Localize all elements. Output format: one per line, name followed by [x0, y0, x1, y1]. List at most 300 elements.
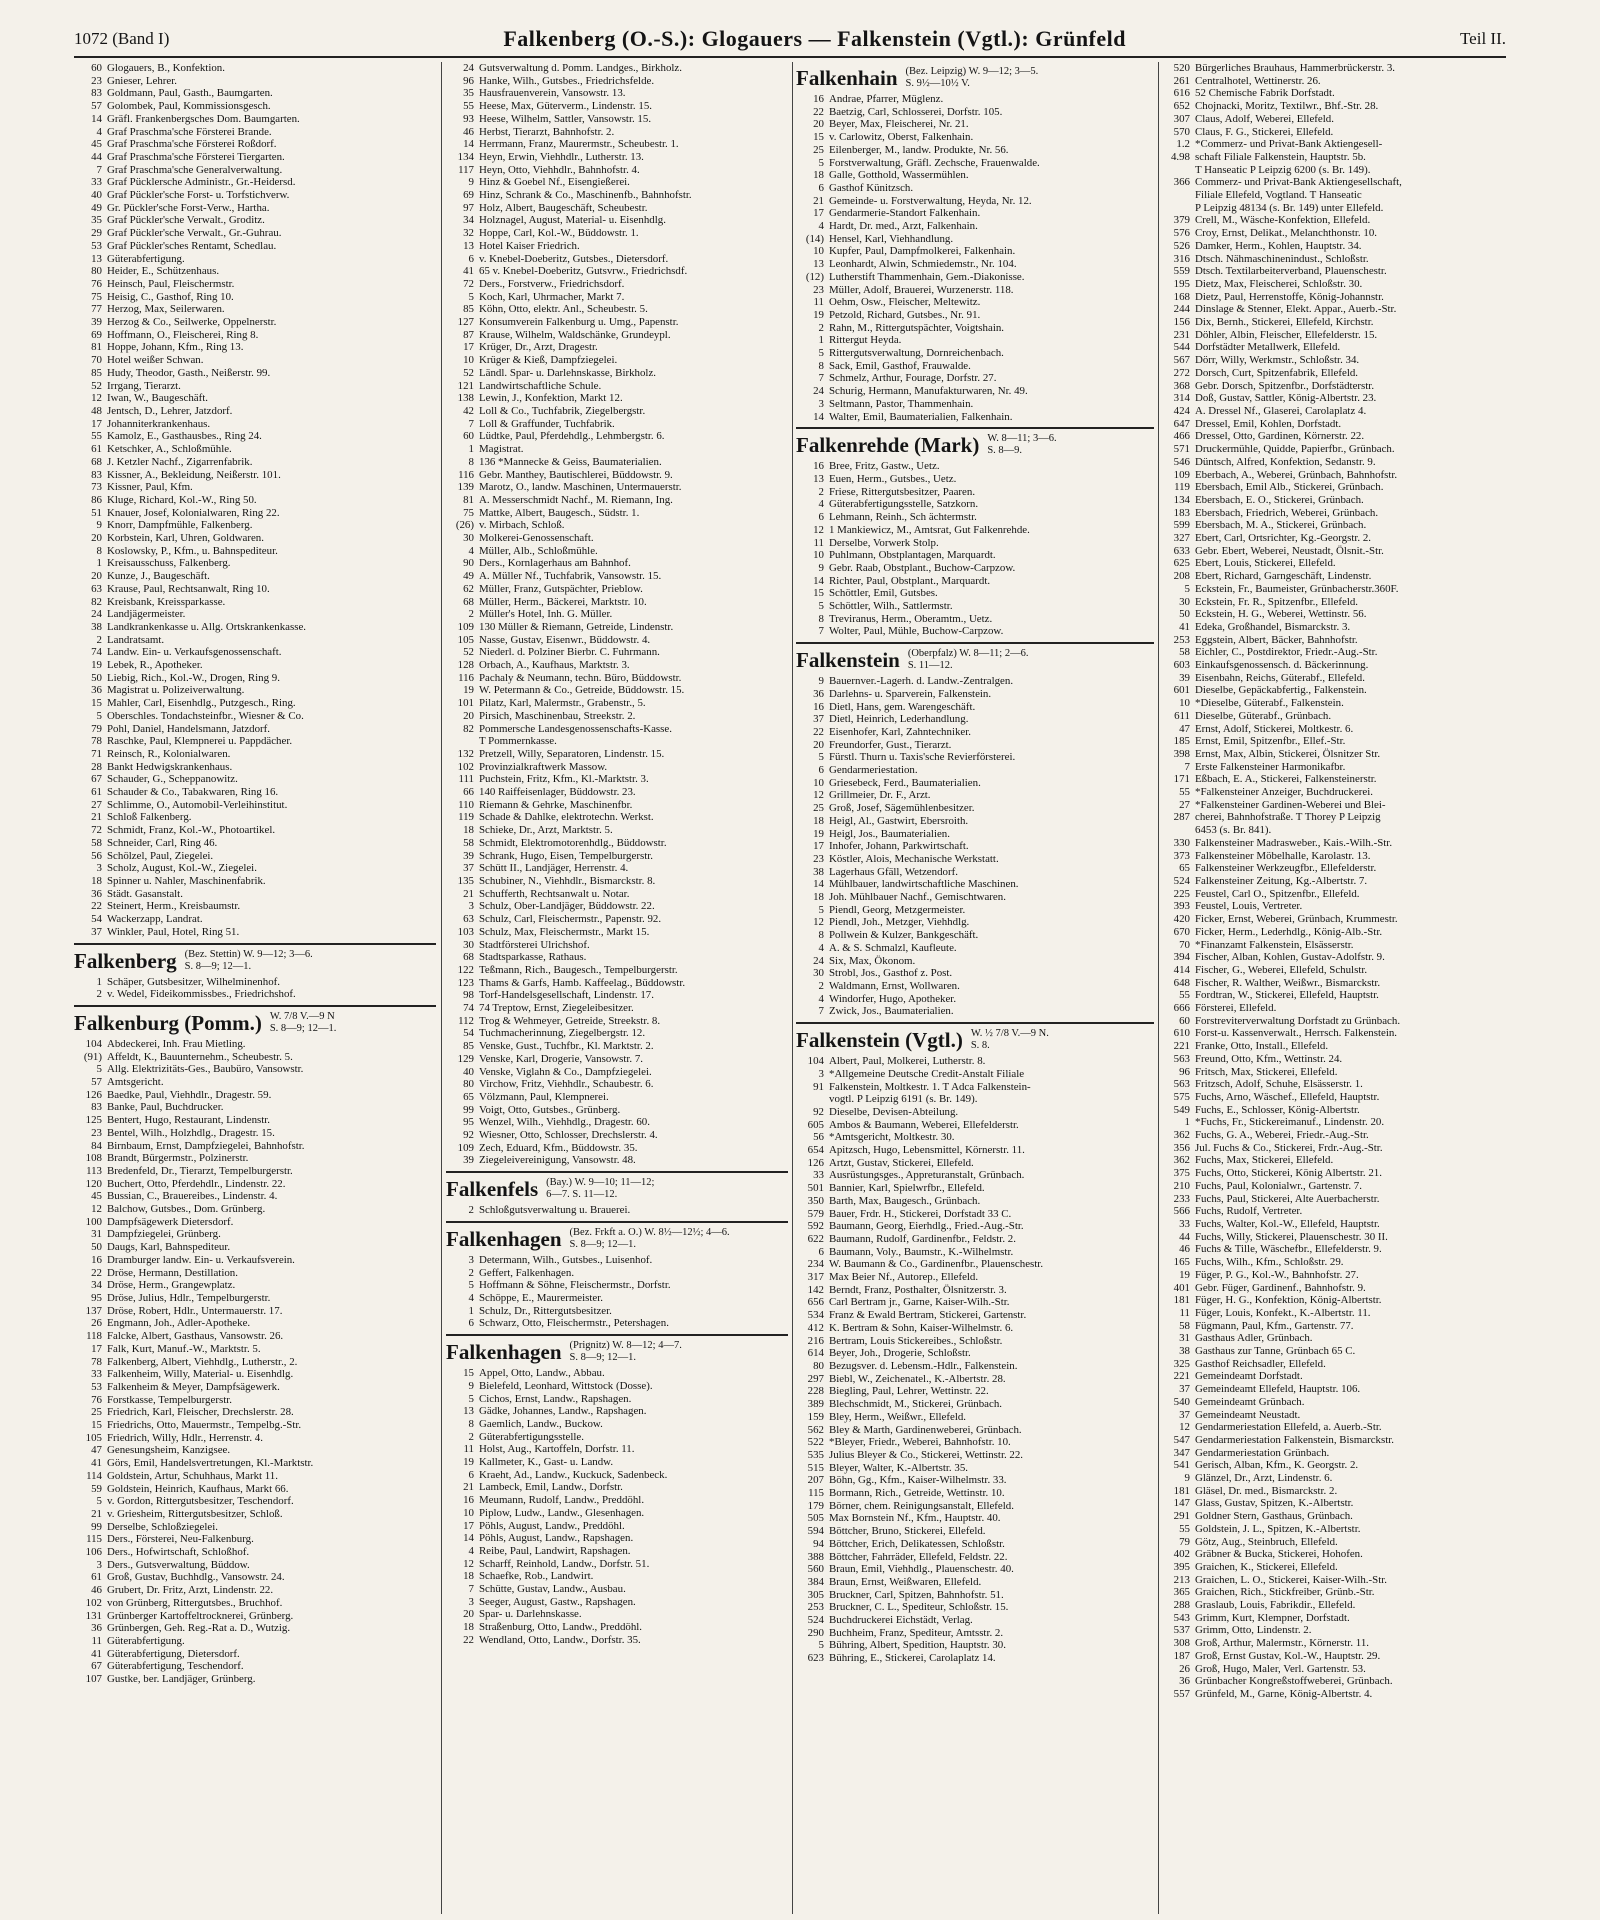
- column-divider: [792, 62, 793, 1914]
- directory-entry: [74, 1495, 436, 1508]
- subscriber-name: Krüger, Dr., Arzt, Dragestr.: [479, 341, 598, 354]
- directory-entry: [446, 850, 788, 863]
- subscriber-name: v. Carlowitz, Oberst, Falkenhain.: [829, 131, 974, 144]
- directory-entry: [1162, 1078, 1506, 1091]
- phone-number: 36: [813, 687, 824, 700]
- subscriber-name: Gräbner & Bucka, Stickerei, Hohofen.: [1195, 1548, 1363, 1561]
- directory-entry: [1162, 87, 1506, 100]
- phone-number: 221: [1173, 1040, 1190, 1053]
- subscriber-name: Grünberger Kartoffeltrocknerei, Grünberg.: [107, 1609, 294, 1622]
- phone-number: 6: [818, 181, 824, 194]
- subscriber-name: Fürstl. Thurn u. Taxis'sche Revierförsterei.: [829, 751, 1016, 764]
- subscriber-name: Pohl, Daniel, Handelsmann, Jatzdorf.: [107, 722, 271, 735]
- directory-entry: [1162, 1053, 1506, 1066]
- directory-entry: [796, 309, 1154, 322]
- directory-entry: [446, 1380, 788, 1393]
- directory-entry: [1162, 1332, 1506, 1345]
- phone-number: 31: [91, 1228, 102, 1241]
- phone-number: 625: [1173, 557, 1190, 570]
- directory-entry: [1162, 875, 1506, 888]
- phone-number: 14: [813, 574, 824, 587]
- subscriber-name: *Dieselbe, Güterabf., Falkenstein.: [1195, 697, 1344, 710]
- phone-number: 165: [1173, 1256, 1190, 1269]
- directory-entry: [796, 1157, 1154, 1170]
- place-name: Falkenstein: [796, 648, 900, 673]
- subscriber-name: Grubert, Dr. Fritz, Arzt, Lindenstr. 22.: [107, 1584, 274, 1597]
- phone-number: 5: [1184, 582, 1190, 595]
- phone-number: 50: [91, 671, 102, 684]
- phone-number: 15: [813, 131, 824, 144]
- subscriber-name: Kamolz, E., Gasthausbes., Ring 24.: [107, 430, 262, 443]
- directory-entry: [796, 1335, 1154, 1348]
- subscriber-name: *Fuchs, Fr., Stickereimanuf., Lindenstr. 20.: [1195, 1116, 1385, 1129]
- phone-number: 35: [463, 87, 474, 100]
- subscriber-name: Bühring, Albert, Spedition, Hauptstr. 30.: [829, 1639, 1006, 1652]
- directory-entry: [796, 524, 1154, 537]
- phone-number: 68: [463, 951, 474, 964]
- subscriber-name: Konsumverein Falkenburg u. Umg., Papenstr.: [479, 316, 679, 329]
- subscriber-name: Scholz, August, Kol.-W., Ziegelei.: [107, 862, 257, 875]
- subscriber-name: Kallmeter, K., Gast- u. Landw.: [479, 1456, 614, 1469]
- directory-entry: [74, 1546, 436, 1559]
- directory-entry: [1162, 1497, 1506, 1510]
- phone-number: 297: [807, 1372, 824, 1385]
- phone-number: 563: [1173, 1078, 1190, 1091]
- subscriber-name: Ebersbach, E. O., Stickerei, Grünbach.: [1195, 493, 1364, 506]
- phone-number: 39: [91, 316, 102, 329]
- directory-entry: [446, 1292, 788, 1305]
- directory-entry: [1162, 1370, 1506, 1383]
- phone-number: 29: [91, 227, 102, 240]
- subscriber-name: Köstler, Alois, Mechanische Werkstatt.: [829, 852, 999, 865]
- directory-entry: [796, 1208, 1154, 1221]
- directory-entry: [796, 498, 1154, 511]
- phone-number: 14: [813, 410, 824, 423]
- phone-number: 23: [91, 74, 102, 87]
- subscriber-name: Amtsgericht.: [107, 1076, 164, 1089]
- phone-number: 61: [91, 443, 102, 456]
- subscriber-name: Eckstein, Fr. R., Spitzenfbr., Ellefeld.: [1195, 595, 1359, 608]
- subscriber-name: Schmelz, Arthur, Fourage, Dorfstr. 27.: [829, 372, 997, 385]
- subscriber-name: Gebr. Dorsch, Spitzenfbr., Dorfstädterstr.: [1195, 379, 1375, 392]
- directory-entry: [796, 701, 1154, 714]
- directory-entry: [1162, 240, 1506, 253]
- phone-number: 12: [91, 1203, 102, 1216]
- phone-number: 5: [818, 903, 824, 916]
- directory-entry: [446, 291, 788, 304]
- directory-entry: [74, 494, 436, 507]
- subscriber-name: Gaemlich, Landw., Buckow.: [479, 1417, 603, 1430]
- directory-entry: [1162, 761, 1506, 774]
- directory-entry: [74, 113, 436, 126]
- subscriber-name: Druckermühle, Quidde, Papierfbr., Grünbach.: [1195, 443, 1395, 456]
- directory-entry: [796, 955, 1154, 968]
- directory-entry: [796, 271, 1154, 284]
- directory-entry: [446, 875, 788, 888]
- phone-number: 18: [463, 1621, 474, 1634]
- directory-entry: [446, 723, 788, 736]
- subscriber-name: Dampfsägewerk Dietersdorf.: [107, 1215, 234, 1228]
- phone-number: 95: [463, 1116, 474, 1129]
- directory-entry: [796, 1220, 1154, 1233]
- subscriber-name: Braun, Ernst, Weißwaren, Ellefeld.: [829, 1575, 982, 1588]
- subscriber-name: Graf Pückler'sches Rentamt, Schedlau.: [107, 239, 277, 252]
- phone-number: 314: [1173, 392, 1190, 405]
- phone-number: 562: [807, 1423, 824, 1436]
- phone-number: 8: [468, 455, 474, 468]
- phone-number: 611: [1174, 709, 1190, 722]
- subscriber-name: Lewin, J., Konfektion, Markt 12.: [479, 392, 623, 405]
- directory-entry: [796, 587, 1154, 600]
- subscriber-name: Grünfeld, M., Garne, König-Albertstr. 4.: [1195, 1688, 1373, 1700]
- subscriber-name: schaft Filiale Falkenstein, Hauptstr. 5b.: [1195, 150, 1366, 163]
- phone-number: 38: [1179, 1345, 1190, 1358]
- subscriber-name: Six, Max, Ökonom.: [829, 954, 916, 967]
- directory-entry: [74, 430, 436, 443]
- subscriber-name: Güterabfertigung.: [107, 1634, 185, 1647]
- phone-number: 13: [813, 258, 824, 271]
- directory-entry: [74, 1559, 436, 1572]
- phone-number: 37: [1179, 1408, 1190, 1421]
- subscriber-name: Müller, Alb., Schloßmühle.: [479, 544, 598, 557]
- phone-number: 159: [807, 1410, 824, 1423]
- directory-entry: [796, 993, 1154, 1006]
- directory-entry: [1162, 1561, 1506, 1574]
- phone-number: 616: [1173, 87, 1190, 100]
- phone-number: 80: [91, 265, 102, 278]
- subscriber-name: Steinert, Herm., Kreisbaumstr.: [107, 900, 241, 913]
- phone-number: 365: [1173, 1586, 1190, 1599]
- phone-number: 70: [91, 354, 102, 367]
- directory-entry: [446, 1091, 788, 1104]
- directory-entry: [1162, 888, 1506, 901]
- directory-entry: [446, 1142, 788, 1155]
- subscriber-name: Hoffmann & Söhne, Fleischermstr., Dorfstr.: [479, 1279, 671, 1292]
- subscriber-name: Götz, Aug., Steinbruch, Ellefeld.: [1195, 1535, 1338, 1548]
- subscriber-name: Müller, Herm., Bäckerei, Marktstr. 10.: [479, 595, 647, 608]
- subscriber-name: Forst-u. Kassenverwalt., Herrsch. Falkenstein.: [1195, 1027, 1398, 1040]
- directory-entry: [446, 773, 788, 786]
- subscriber-name: Glass, Gustav, Spitzen, K.-Albertstr.: [1195, 1497, 1354, 1510]
- phone-number: 5: [468, 1279, 474, 1292]
- subscriber-name: Holznagel, August, Material- u. Eisenhdlg.: [479, 214, 666, 227]
- phone-number: 11: [91, 1634, 102, 1647]
- phone-number: 52: [463, 646, 474, 659]
- directory-entry: [796, 1627, 1154, 1640]
- phone-number: 61: [91, 786, 102, 799]
- listing-falkenrehde: [796, 460, 1154, 638]
- subscriber-name: Bühring, E., Stickerei, Carolaplatz 14.: [829, 1652, 996, 1665]
- phone-number: 19: [463, 1456, 474, 1469]
- phone-number: 56: [813, 1131, 824, 1144]
- place-name: Falkenburg (Pomm.): [74, 1010, 262, 1035]
- directory-entry: [796, 1538, 1154, 1551]
- phone-number: 37: [463, 862, 474, 875]
- subscriber-name: Edeka, Großhandel, Bismarckstr. 3.: [1195, 620, 1351, 633]
- directory-entry: [796, 1500, 1154, 1513]
- directory-entry: [74, 1305, 436, 1318]
- subscriber-name: Güterabfertigungsstelle, Satzkorn.: [829, 498, 979, 511]
- directory-entry: [446, 824, 788, 837]
- subscriber-name: Dressel, Otto, Gardinen, Körnerstr. 22.: [1195, 430, 1365, 443]
- directory-entry: [796, 625, 1154, 638]
- directory-entry: [1162, 341, 1506, 354]
- office-hours: (Prignitz) W. 8—12; 4—7. S. 8—9; 12—1.: [569, 1340, 682, 1364]
- phone-number: 20: [813, 738, 824, 751]
- directory-entry: [446, 519, 788, 532]
- subscriber-name: Goldmann, Paul, Gasth., Baumgarten.: [107, 87, 273, 100]
- directory-entry: [796, 562, 1154, 575]
- subscriber-name: Graf Praschma'sche Försterei Roßdorf.: [107, 138, 277, 151]
- phone-number: 51: [91, 506, 102, 519]
- directory-entry: [74, 621, 436, 634]
- directory-entry: [1162, 151, 1506, 164]
- directory-entry: [446, 189, 788, 202]
- phone-number: 56: [91, 849, 102, 862]
- subscriber-name: Abdeckerei, Inh. Frau Mietling.: [107, 1037, 246, 1050]
- directory-entry: [446, 1558, 788, 1571]
- directory-entry: [446, 583, 788, 596]
- phone-number: 6: [468, 1468, 474, 1481]
- directory-entry: [1162, 1663, 1506, 1676]
- directory-entry: [796, 131, 1154, 144]
- subscriber-name: A. Müller Nf., Tuchfabrik, Vansowstr. 15.: [479, 570, 662, 583]
- phone-number: 97: [463, 201, 474, 214]
- directory-entry: [796, 220, 1154, 233]
- subscriber-name: J. Ketzler Nachf., Zigarrenfabrik.: [107, 455, 253, 468]
- subscriber-name: Hanke, Wilh., Gutsbes., Friedrichsfelde.: [479, 74, 655, 87]
- phone-number: 388: [807, 1550, 824, 1563]
- phone-number: 41: [1179, 620, 1190, 633]
- phone-number: 138: [457, 392, 474, 405]
- directory-entry: [446, 151, 788, 164]
- directory-entry: [446, 964, 788, 977]
- phone-number: 12: [813, 523, 824, 536]
- directory-entry: [1162, 316, 1506, 329]
- subscriber-name: Fuchs, Max, Stickerei, Ellefeld.: [1195, 1154, 1334, 1167]
- phone-number: 1: [96, 557, 102, 570]
- subscriber-name: Barth, Max, Baugesch., Grünbach.: [829, 1194, 981, 1207]
- phone-number: 12: [91, 392, 102, 405]
- directory-entry: [1162, 1637, 1506, 1650]
- directory-entry: [446, 672, 788, 685]
- directory-entry: [796, 777, 1154, 790]
- directory-entry: [1162, 964, 1506, 977]
- directory-entry: [446, 1104, 788, 1117]
- subscriber-name: W. Petermann & Co., Getreide, Büddowstr. 15.: [479, 684, 685, 697]
- directory-entry: [796, 1182, 1154, 1195]
- phone-number: (91): [83, 1050, 102, 1063]
- directory-entry: [796, 473, 1154, 486]
- subscriber-name: Eckstein, Fr., Baumeister, Grünbacherstr.360F.: [1195, 582, 1399, 595]
- phone-number: 594: [807, 1525, 824, 1538]
- section-header: [74, 943, 436, 976]
- subscriber-name: Görs, Emil, Handelsvertretungen, Kl.-Marktstr.: [107, 1457, 314, 1470]
- subscriber-name: Heyn, Otto, Viehhdlr., Bahnhofstr. 4.: [479, 163, 640, 176]
- phone-number: 120: [85, 1177, 102, 1190]
- phone-number: 82: [91, 595, 102, 608]
- directory-entry: [796, 296, 1154, 309]
- phone-number: 114: [86, 1469, 102, 1482]
- subscriber-name: Ders., Försterei, Neu-Falkenburg.: [107, 1533, 254, 1546]
- phone-number: 4: [818, 992, 824, 1005]
- phone-number: 135: [457, 875, 474, 887]
- directory-entry: [74, 976, 436, 989]
- subscriber-name: K. Bertram & Sohn, Kaiser-Wilhelmstr. 6.: [829, 1321, 1014, 1334]
- phone-number: 389: [807, 1398, 824, 1411]
- subscriber-name: Böttcher, Erich, Delikatessen, Schloßstr.: [829, 1537, 1005, 1550]
- subscriber-name: 1 Mankiewicz, M., Amtsrat, Gut Falkenrehde.: [829, 523, 1030, 536]
- office-hours: W. ½ 7/8 V.—9 N. S. 8.: [970, 1028, 1049, 1052]
- directory-entry: [446, 1015, 788, 1028]
- subscriber-name: Kreisausschuss, Falkenberg.: [107, 557, 231, 570]
- subscriber-name: Graichen, L. O., Stickerei, Kaiser-Wilh.-Str.: [1195, 1573, 1387, 1586]
- subscriber-name: Müller's Hotel, Inh. G. Müller.: [479, 608, 613, 621]
- subscriber-name: Städt. Gasanstalt.: [107, 887, 183, 900]
- directory-entry: [1162, 164, 1506, 177]
- subscriber-name: Galle, Gotthold, Wassermühlen.: [829, 169, 969, 182]
- phone-number: 623: [807, 1652, 824, 1665]
- phone-number: 65: [1179, 862, 1190, 875]
- directory-entry: [74, 1457, 436, 1470]
- directory-entry: [1162, 329, 1506, 342]
- phone-number: 25: [91, 1406, 102, 1419]
- subscriber-name: Lutherstift Thammenhain, Gem.-Diakonisse.: [829, 270, 1025, 283]
- phone-number: 26: [1179, 1662, 1190, 1675]
- phone-number: 15: [91, 1419, 102, 1432]
- subscriber-name: Berndt, Franz, Posthalter, Ölsnitzerstr. 3.: [829, 1283, 1007, 1296]
- phone-number: 42: [463, 404, 474, 417]
- directory-entry: [1162, 684, 1506, 697]
- subscriber-name: Fuchs, Paul, Stickerei, Alte Auerbacherstr.: [1195, 1192, 1380, 1205]
- listing-falkenstein-vgtl: [796, 1055, 1154, 1665]
- phone-number: 287: [1173, 811, 1190, 824]
- directory-entry: [74, 405, 436, 418]
- phone-number: 13: [463, 1405, 474, 1418]
- directory-entry: [74, 278, 436, 291]
- subscriber-name: Schöttler, Wilh., Sattlermstr.: [829, 600, 953, 613]
- phone-number: 125: [85, 1114, 102, 1127]
- place-name: Falkenstein (Vgtl.): [796, 1028, 963, 1053]
- subscriber-name: Marotz, O., landw. Maschinen, Untermauerstr.: [479, 481, 682, 494]
- phone-number: 41: [463, 265, 474, 278]
- directory-entry: [1162, 786, 1506, 799]
- directory-entry: [1162, 1142, 1506, 1155]
- phone-number: 55: [91, 430, 102, 443]
- directory-entry: [74, 519, 436, 532]
- subscriber-name: Füger, P. G., Kol.-W., Bahnhofstr. 27.: [1195, 1268, 1359, 1281]
- subscriber-name: Dieselbe, Güterabf., Grünbach.: [1195, 709, 1332, 722]
- phone-number: 4: [818, 498, 824, 511]
- directory-entry: [796, 840, 1154, 853]
- subscriber-name: v. Knebel-Doeberitz, Gutsbes., Dietersdorf.: [479, 252, 669, 265]
- subscriber-name: Schulz, Dr., Rittergutsbesitzer.: [479, 1304, 612, 1317]
- phone-number: 101: [457, 697, 474, 710]
- directory-entry: [1162, 75, 1506, 88]
- subscriber-name: Magistrat.: [479, 443, 524, 456]
- phone-number: 3: [96, 1558, 102, 1571]
- subscriber-name: Bürgerliches Brauhaus, Hammerbrückerstr. 3.: [1195, 62, 1396, 74]
- directory-entry: [74, 1368, 436, 1381]
- directory-entry: [74, 1063, 436, 1076]
- phone-number: 115: [808, 1487, 824, 1500]
- directory-entry: [796, 1576, 1154, 1589]
- subscriber-name: Seltmann, Pastor, Thammenhain.: [829, 397, 974, 410]
- subscriber-name: Biebl, W., Zeichenatel., K.-Albertstr. 28.: [829, 1372, 1006, 1385]
- directory-entry: [1162, 1193, 1506, 1206]
- directory-entry: [74, 380, 436, 393]
- subscriber-name: Gasthaus Adler, Grünbach.: [1195, 1332, 1313, 1345]
- subscriber-name: Carl Bertram jr., Garne, Kaiser-Wilh.-Str.: [829, 1296, 1010, 1309]
- directory-entry: [74, 1165, 436, 1178]
- subscriber-name: Graf Pückler'sche Verwalt., Gr.-Guhrau.: [107, 227, 282, 240]
- directory-entry: [74, 1292, 436, 1305]
- directory-entry: [1162, 1383, 1506, 1396]
- directory-entry: [74, 1470, 436, 1483]
- subscriber-name: Golombek, Paul, Kommissionsgesch.: [107, 100, 271, 113]
- directory-entry: [446, 1393, 788, 1406]
- directory-entry: [446, 1405, 788, 1418]
- directory-entry: [446, 1634, 788, 1647]
- phone-number: 5: [468, 1392, 474, 1405]
- phone-number: 48: [91, 404, 102, 417]
- listing-falkenfels: [446, 1204, 788, 1217]
- phone-number: 522: [807, 1436, 824, 1449]
- directory-entry: [74, 761, 436, 774]
- phone-number: 622: [807, 1232, 824, 1245]
- subscriber-name: Dröse, Herm., Grangewplatz.: [107, 1279, 236, 1292]
- subscriber-name: A. Messerschmidt Nachf., M. Riemann, Ing.: [479, 493, 673, 506]
- subscriber-name: Bruckner, C. L., Spediteur, Schloßstr. 15.: [829, 1601, 1009, 1614]
- phone-number: 35: [91, 214, 102, 227]
- directory-entry: [796, 1589, 1154, 1602]
- directory-entry: [446, 557, 788, 570]
- subscriber-name: Dorfstädter Metallwerk, Ellefeld.: [1195, 341, 1341, 354]
- phone-number: 60: [1179, 1014, 1190, 1027]
- subscriber-name: Commerz- und Privat-Bank Aktiengesellschaft,: [1195, 176, 1402, 189]
- directory-entry: [74, 75, 436, 88]
- phone-number: 92: [813, 1105, 824, 1118]
- phone-number: 117: [458, 163, 474, 176]
- directory-entry: [74, 545, 436, 558]
- directory-entry: [796, 284, 1154, 297]
- phone-number: 37: [1179, 1383, 1190, 1396]
- subscriber-name: Schloßgutsverwaltung u. Brauerei.: [479, 1204, 631, 1217]
- subscriber-name: Schauder, G., Scheppanowitz.: [107, 773, 238, 786]
- subscriber-name: Thams & Garfs, Hamb. Kaffeelag., Büddowstr.: [479, 976, 686, 989]
- phone-number: 8: [96, 544, 102, 557]
- subscriber-name: Koch, Karl, Uhrmacher, Markt 7.: [479, 290, 625, 303]
- subscriber-name: Molkerei-Genossenschaft.: [479, 532, 594, 545]
- phone-number: 1.2: [1176, 138, 1190, 151]
- phone-number: 12: [813, 789, 824, 802]
- subscriber-name: Dramburger landw. Ein- u. Verkaufsverein.: [107, 1253, 295, 1266]
- subscriber-name: Fordtran, W., Stickerei, Ellefeld, Hauptstr.: [1195, 989, 1379, 1002]
- subscriber-name: Dietl, Heinrich, Lederhandlung.: [829, 713, 969, 726]
- subscriber-name: Gustke, ber. Landjäger, Grünberg.: [107, 1673, 256, 1686]
- phone-number: 347: [1173, 1446, 1190, 1459]
- subscriber-name: Ebert, Louis, Stickerei, Ellefeld.: [1195, 557, 1336, 570]
- subscriber-name: Meumann, Rudolf, Landw., Preddöhl.: [479, 1494, 645, 1507]
- subscriber-name: Apitzsch, Hugo, Lebensmittel, Körnerstr. 11.: [829, 1144, 1025, 1157]
- subscriber-name: Heese, Max, Güterverm., Lindenstr. 15.: [479, 100, 652, 113]
- subscriber-name: Glogauers, B., Konfektion.: [107, 62, 225, 74]
- subscriber-name: 140 Raiffeisenlager, Büddowstr. 23.: [479, 786, 636, 799]
- phone-number: 3: [818, 397, 824, 410]
- place-name: Falkenrehde (Mark): [796, 433, 980, 458]
- directory-entry: [1162, 291, 1506, 304]
- directory-entry: [1162, 850, 1506, 863]
